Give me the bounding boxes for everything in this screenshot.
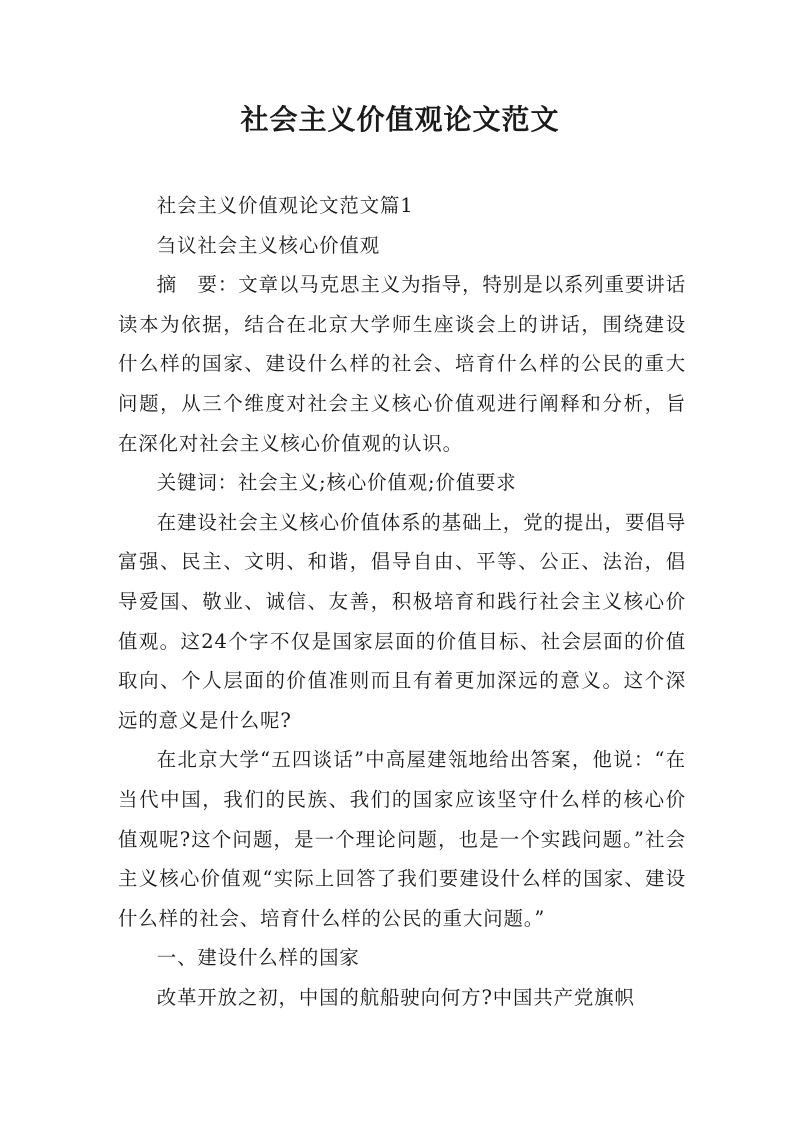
paragraph-abstract: 摘 要：文章以马克思主义为指导，特别是以系列重要讲话读本为依据，结合在北京大学师生座谈会上的讲话，围绕建设什么样的国家、建设什么样的社会、培育什么样的公民的重大问题，从三个维度对社会主义核心价值观进行阐释和分析，旨在深化对社会主义核心价值观的认识。: [118, 273, 686, 455]
paragraph-article-title: 刍议社会主义核心价值观: [156, 233, 380, 257]
document-body: [118, 186, 686, 1017]
paragraph-body-2: 在北京大学“五四谈话”中高屋建瓴地给出答案，他说：“在当代中国，我们的民族、我们的国家应该坚守什么样的核心价值观呢?这个问题，是一个理论问题，也是一个实践问题。”社会主义核心价值观“实际上回答了我们要建设什么样的国家、建设什么样的社会、培育什么样的公民的重大问题。”: [118, 748, 686, 930]
paragraph-body-3: 改革开放之初，中国的航船驶向何方?中国共产党旗帜: [156, 985, 635, 1009]
document-title: 社会主义价值观论文范文: [240, 103, 560, 136]
paragraph-section-heading: 社会主义价值观论文范文篇1: [156, 194, 414, 217]
paragraph-body-1: 在建设社会主义核心价值体系的基础上，党的提出，要倡导富强、民主、文明、和谐，倡导自由、平等、公正、法治，倡导爱国、敬业、诚信、友善，积极培育和践行社会主义核心价值观。这24个字不仅是国家层面的价值目标、社会层面的价值取向、个人层面的价值准则而且有着更加深远的意义。这个深远的意义是什么呢?: [118, 510, 686, 732]
paragraph-subheading: 一、建设什么样的国家: [156, 946, 360, 970]
paragraph-keywords: 关键词：社会主义;核心价值观;价值要求: [156, 471, 517, 495]
